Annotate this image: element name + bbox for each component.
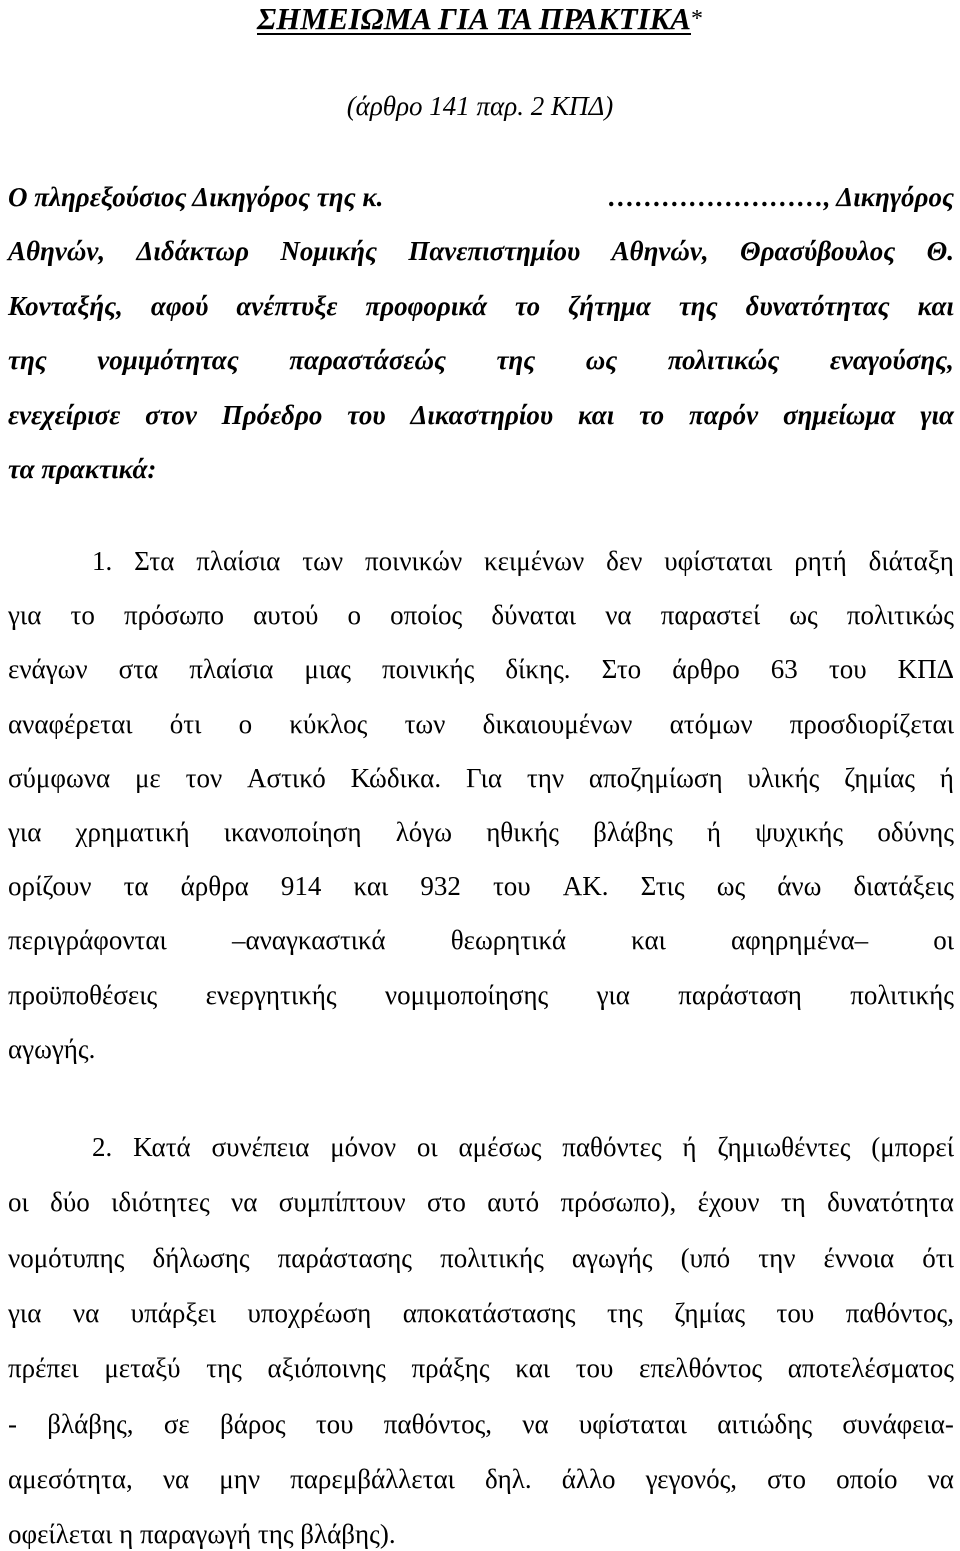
text-segment: και	[631, 925, 666, 956]
word: στα	[118, 654, 159, 685]
paragraph-2-line	[92, 1130, 954, 1164]
word: σημείωμα	[782, 399, 896, 430]
paragraph-1-line	[8, 869, 954, 903]
word: άλλο	[561, 1463, 616, 1494]
paragraph-2-line	[8, 1517, 954, 1551]
word: αποτελέσματος	[787, 1353, 954, 1384]
word: της	[8, 345, 47, 376]
article-reference: (άρθρο 141 παρ. 2 ΚΠΔ)	[346, 91, 614, 121]
word: ηθικής	[486, 817, 559, 847]
word: Αθηνών,	[611, 236, 709, 267]
word: και	[353, 871, 389, 902]
word: 1.	[92, 546, 113, 576]
word: αιτιώδης	[717, 1408, 813, 1439]
word: το	[639, 399, 665, 430]
word: τα	[123, 871, 149, 902]
word: ότι	[169, 708, 202, 739]
word: ενεχείρισε	[8, 399, 121, 430]
word: πράξης	[411, 1353, 490, 1384]
paragraph-2-line	[8, 1351, 954, 1385]
word: αμεσότητα,	[8, 1463, 133, 1494]
intro-line	[8, 180, 954, 214]
intro-line	[8, 343, 954, 377]
word: ποινικής	[382, 654, 475, 685]
paragraph-1-line	[8, 761, 954, 795]
word: οποίο	[836, 1463, 898, 1494]
word: παθόντες	[562, 1132, 662, 1162]
word: Δικαστηρίου	[410, 399, 554, 430]
paragraph-2-line	[8, 1407, 954, 1441]
text-segment: οφείλεται η παραγωγή της βλάβης).	[8, 1519, 396, 1550]
word: αναφέρεται	[8, 708, 133, 739]
intro-line	[8, 289, 954, 323]
word: -	[8, 1408, 17, 1439]
word: πρέπει	[8, 1353, 79, 1384]
word: νομότυπης	[8, 1242, 125, 1273]
word: για	[596, 979, 630, 1010]
text-segment: Ο πληρεξούσιος Δικηγόρος της κ.	[8, 182, 384, 212]
word: ότι	[922, 1242, 954, 1273]
text-segment: αγωγής.	[8, 1033, 96, 1064]
word: του	[828, 654, 867, 685]
word: βλάβης	[593, 817, 673, 847]
intro-line	[8, 452, 954, 486]
word: δυνατότητας	[745, 290, 890, 321]
word: πρόσωπο),	[560, 1187, 677, 1218]
word: αυτό	[487, 1187, 540, 1218]
word: παραστεί	[660, 600, 761, 631]
word: βλάβης,	[47, 1408, 134, 1439]
word: Κώδικα.	[350, 762, 442, 793]
word: μιας	[304, 654, 351, 685]
word: μόνον	[330, 1132, 397, 1162]
word: ή	[706, 817, 721, 847]
text-segment: τα πρακτικά:	[8, 454, 157, 484]
word: λόγω	[395, 817, 452, 847]
title-asterisk: *	[691, 6, 703, 32]
word: στο	[767, 1463, 807, 1494]
word: ΚΠΔ	[897, 654, 954, 685]
word: πρόσωπο	[123, 600, 225, 631]
word: άνω	[777, 871, 822, 902]
word: παράστασης	[277, 1242, 412, 1273]
word: ζημιωθέντες	[717, 1132, 851, 1162]
word: Στις	[640, 871, 685, 902]
word: 932	[420, 871, 461, 902]
word: (υπό	[680, 1242, 731, 1273]
word: οδύνης	[877, 817, 954, 847]
word: αμέσως	[458, 1132, 542, 1162]
word: της	[496, 345, 536, 376]
word: Θ.	[926, 236, 954, 267]
word: ενεργητικής	[205, 979, 337, 1010]
word: αξιόποινης	[267, 1353, 386, 1384]
word: ο	[347, 600, 362, 631]
word: και	[917, 290, 954, 321]
word: του	[575, 1353, 614, 1384]
word: αυτού	[253, 600, 319, 631]
word: των	[302, 546, 344, 576]
paragraph-1-line	[92, 544, 954, 578]
word: παθόντος,	[383, 1408, 493, 1439]
word: παραστάσεώς	[289, 345, 447, 376]
word: προφορικά	[365, 290, 488, 321]
word: διάταξη	[868, 546, 954, 576]
word: παράσταση	[678, 979, 802, 1010]
text-segment: οι	[933, 925, 954, 956]
word: ζημίας	[674, 1297, 746, 1328]
paragraph-2-line	[8, 1185, 954, 1219]
word: υφίσταται	[664, 546, 773, 576]
word: ο	[238, 708, 253, 739]
word: Πανεπιστημίου	[408, 236, 581, 267]
word: του	[776, 1297, 815, 1328]
word: πολιτικώς	[667, 345, 780, 376]
word: υποχρέωση	[247, 1297, 372, 1328]
word: του	[347, 399, 386, 430]
word: ανέπτυξε	[236, 290, 338, 321]
word: προϋποθέσεις	[8, 979, 158, 1010]
word: να	[72, 1297, 100, 1328]
word: για	[8, 1297, 42, 1328]
text-segment: ……………………, Δικηγόρος	[607, 182, 954, 212]
text-segment: θεωρητικά	[450, 925, 566, 956]
word: οι	[416, 1132, 438, 1162]
word: δύναται	[491, 600, 577, 631]
word: ενάγων	[8, 654, 88, 685]
word: πλαίσια	[196, 546, 281, 576]
word: υπάρξει	[130, 1297, 216, 1328]
word: οποίος	[390, 600, 463, 631]
word: την	[526, 762, 565, 793]
word: άρθρο	[672, 654, 740, 685]
intro-line	[8, 398, 954, 432]
text-segment: αφηρημένα–	[731, 925, 869, 956]
document-title	[0, 0, 960, 38]
word: την	[758, 1242, 796, 1273]
word: δύο	[50, 1187, 90, 1218]
word: διατάξεις	[853, 871, 954, 902]
word: κύκλος	[289, 708, 368, 739]
word: ψυχικής	[755, 817, 844, 847]
word: δυνατότητα	[827, 1187, 954, 1218]
word: συνάφεια-	[842, 1408, 954, 1439]
word: το	[515, 290, 541, 321]
word: παρόν	[689, 399, 759, 430]
word: πολιτικής	[440, 1242, 544, 1273]
paragraph-2-line	[8, 1462, 954, 1496]
word: Στο	[601, 654, 642, 685]
word: μην	[219, 1463, 261, 1494]
word: των	[404, 708, 446, 739]
word: αποζημίωση	[588, 762, 723, 793]
word: δικαιουμένων	[482, 708, 633, 739]
paragraph-1-line	[8, 815, 954, 849]
word: να	[927, 1463, 954, 1494]
word: Αθηνών,	[8, 236, 106, 267]
word: βάρος	[219, 1408, 286, 1439]
paragraph-1-line	[8, 978, 954, 1012]
word: Διδάκτωρ	[136, 236, 249, 267]
word: 2.	[92, 1132, 113, 1162]
word: κειμένων	[484, 546, 585, 576]
word: του	[492, 871, 531, 902]
word: άρθρα	[180, 871, 249, 902]
word: για	[8, 817, 42, 847]
title-text: ΣΗΜΕΙΩΜΑ ΓΙΑ ΤΑ ΠΡΑΚΤΙΚΑ	[257, 1, 691, 36]
word: σύμφωνα	[8, 762, 111, 793]
word: ΑΚ.	[562, 871, 609, 902]
word: γεγονός,	[645, 1463, 738, 1494]
word: Για	[465, 762, 503, 793]
word: ως	[585, 345, 618, 376]
word: να	[605, 600, 632, 631]
text-segment: –αναγκαστικά	[231, 925, 386, 956]
word: δήλωσης	[152, 1242, 250, 1273]
word: 914	[280, 871, 322, 902]
word: ατόμων	[669, 708, 753, 739]
paragraph-1-line	[8, 652, 954, 686]
word: για	[920, 399, 954, 430]
word: αγωγής	[571, 1242, 653, 1273]
word: ως	[789, 600, 818, 631]
word: Νομικής	[280, 236, 378, 267]
word: (μπορεί	[871, 1132, 954, 1162]
word: ικανοποίηση	[223, 817, 362, 847]
word: ποινικών	[364, 546, 463, 576]
word: Πρόεδρο	[221, 399, 323, 430]
paragraph-1-line	[8, 707, 954, 741]
word: πλαίσια	[189, 654, 274, 685]
word: ως	[716, 871, 746, 902]
word: Κονταξής,	[8, 290, 123, 321]
word: να	[162, 1463, 190, 1494]
word: δεν	[606, 546, 643, 576]
word: αφού	[150, 290, 209, 321]
word: ρητή	[794, 546, 847, 576]
word: σε	[163, 1408, 190, 1439]
word: χρηματική	[75, 817, 190, 847]
word: δηλ.	[484, 1463, 532, 1494]
paragraph-2-line	[8, 1241, 954, 1275]
word: αποκατάστασης	[402, 1297, 576, 1328]
word: ή	[682, 1132, 697, 1162]
word: Κατά	[133, 1132, 191, 1162]
word: συνέπεια	[211, 1132, 310, 1162]
text-segment: περιγράφονται	[8, 925, 167, 956]
word: ή	[939, 762, 954, 793]
word: επελθόντος	[639, 1353, 763, 1384]
word: οι	[8, 1187, 29, 1218]
word: του	[315, 1408, 354, 1439]
word: στο	[426, 1187, 466, 1218]
paragraph-1-line	[8, 1032, 954, 1066]
word: και	[515, 1353, 551, 1384]
word: μεταξύ	[104, 1353, 181, 1384]
word: με	[134, 762, 161, 793]
word: ορίζουν	[8, 871, 92, 902]
word: πολιτικής	[850, 979, 954, 1010]
word: Στα	[134, 546, 175, 576]
word: παθόντος,	[845, 1297, 954, 1328]
word: προσδιορίζεται	[789, 708, 954, 739]
word: στον	[145, 399, 197, 430]
word: Αστικό	[247, 762, 326, 793]
paragraph-1-line	[8, 598, 954, 632]
word: πολιτικώς	[846, 600, 954, 631]
word: ζημίας	[844, 762, 915, 793]
word: της	[678, 290, 718, 321]
intro-line	[8, 234, 954, 268]
word: για	[8, 600, 42, 631]
word: να	[231, 1187, 258, 1218]
paragraph-1-line	[8, 923, 954, 957]
word: ιδιότητες	[111, 1187, 210, 1218]
word: νομιμότητας	[97, 345, 239, 376]
word: υλικής	[747, 762, 820, 793]
word: νομιμοποίησης	[384, 979, 549, 1010]
word: έννοια	[823, 1242, 895, 1273]
word: και	[577, 399, 615, 430]
word: έχουν	[697, 1187, 760, 1218]
word: της	[206, 1353, 242, 1384]
word: εναγούσης,	[829, 345, 954, 376]
word: να	[522, 1408, 549, 1439]
paragraph-2-line	[8, 1296, 954, 1330]
word: τη	[780, 1187, 806, 1218]
word: υφίσταται	[578, 1408, 687, 1439]
word: τον	[185, 762, 223, 793]
word: 63	[770, 654, 798, 685]
word: της	[607, 1297, 643, 1328]
word: Θρασύβουλος	[739, 236, 896, 267]
word: δίκης.	[505, 654, 571, 685]
word: ζήτημα	[568, 290, 651, 321]
word: το	[70, 600, 95, 631]
word: παρεμβάλλεται	[290, 1463, 455, 1494]
word: συμπίπτουν	[278, 1187, 406, 1218]
